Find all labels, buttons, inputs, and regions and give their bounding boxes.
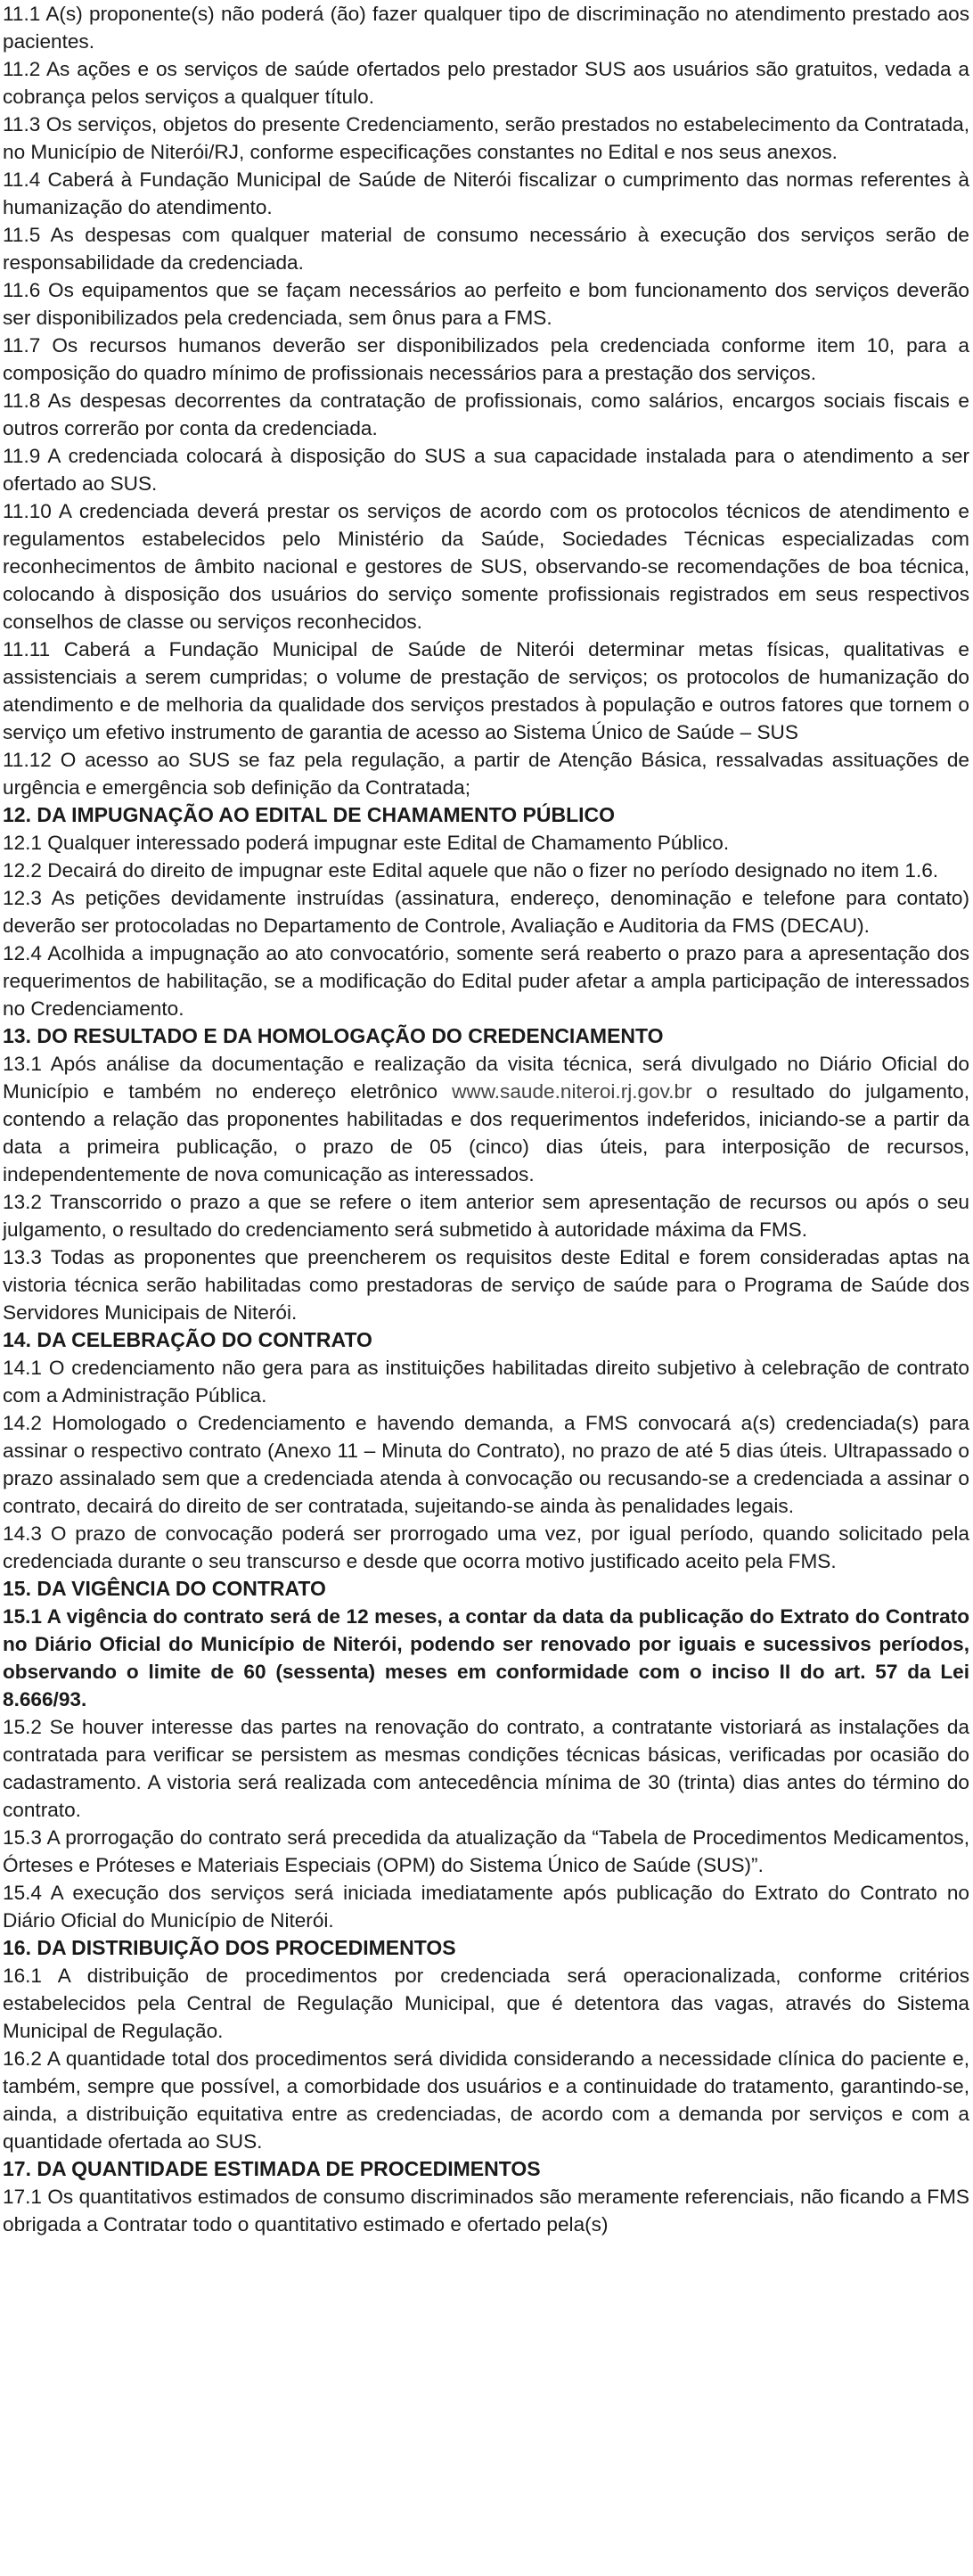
- paragraph: 11.12 O acesso ao SUS se faz pela regulação, a partir de Atenção Básica, ressalvadas assituações de urgência e emergência sob definição da Contratada;: [3, 749, 969, 799]
- paragraph: 16.1 A distribuição de procedimentos por credenciada será operacionalizada, conforme critérios estabelecidos pela Central de Regulação Municipal, que é detentora das vagas, através do Sistema Municipal de Regulação.: [3, 1965, 969, 2042]
- paragraph: 11.6 Os equipamentos que se façam necessários ao perfeito e bom funcionamento dos serviços deverão ser disponibilizados pela credenciada, sem ônus para a FMS.: [3, 279, 969, 329]
- section-heading: 12. DA IMPUGNAÇÃO AO EDITAL DE CHAMAMENTO PÚBLICO: [3, 803, 616, 826]
- paragraph: 14.3 O prazo de convocação poderá ser prorrogado uma vez, por igual período, quando solicitado pela credenciada durante o seu transcurso e desde que ocorra motivo justificado aceito pela FMS.: [3, 1522, 969, 1572]
- website-link[interactable]: www.saude.niteroi.rj.gov.br: [452, 1080, 692, 1103]
- paragraph: [3, 1050, 969, 1188]
- paragraph: 12.4 Acolhida a impugnação ao ato convocatório, somente será reaberto o prazo para a apresentação dos requerimentos de habilitação, se a modificação do Edital puder afetar a ampla participação de interessados no Credenciamento.: [3, 942, 969, 1020]
- section-heading: 14. DA CELEBRAÇÃO DO CONTRATO: [3, 1328, 372, 1351]
- paragraph: 14.2 Homologado o Credenciamento e havendo demanda, a FMS convocará a(s) credenciada(s) para assinar o respectivo contrato (Anexo 11 – Minuta do Contrato), no prazo de até 5 dias úteis. Ultrapassado o prazo assinalado sem que a credenciada atenda à convocação ou recusando-se a credenciada a assinar o contrato, decairá do direito de ser contratada, sujeitando-se ainda às penalidades legais.: [3, 1412, 969, 1517]
- paragraph: 13.3 Todas as proponentes que preencherem os requisitos deste Edital e forem consideradas aptas na vistoria técnica serão habilitadas como prestadoras de serviço de saúde para o Programa de Saúde dos Servidores Municipais de Niterói.: [3, 1246, 969, 1324]
- section-heading: 16. DA DISTRIBUIÇÃO DOS PROCEDIMENTOS: [3, 1936, 456, 1959]
- section-heading: 13. DO RESULTADO E DA HOMOLOGAÇÃO DO CREDENCIAMENTO: [3, 1024, 664, 1047]
- paragraph: 11.4 Caberá à Fundação Municipal de Saúde de Niterói fiscalizar o cumprimento das normas referentes à humanização do atendimento.: [3, 168, 969, 218]
- paragraph: 11.2 As ações e os serviços de saúde ofertados pelo prestador SUS aos usuários são gratuitos, vedada a cobrança pelos serviços a qualquer título.: [3, 58, 969, 108]
- paragraph: 15.3 A prorrogação do contrato será precedida da atualização da “Tabela de Procedimentos Medicamentos, Órteses e Próteses e Materiais Especiais (OPM) do Sistema Único de Saúde (SUS)”.: [3, 1826, 969, 1876]
- paragraph: 13.2 Transcorrido o prazo a que se refere o item anterior sem apresentação de recursos ou após o seu julgamento, o resultado do credenciamento será submetido à autoridade máxima da FMS.: [3, 1191, 969, 1241]
- paragraph: 11.10 A credenciada deverá prestar os serviços de acordo com os protocolos técnicos de atendimento e regulamentos estabelecidos pelo Ministério da Saúde, Sociedades Técnicas especializadas com reconhecimentos de âmbito nacional e gestores de SUS, observando-se recomendações de boa técnica, colocando à disposição dos usuários do serviço somente profissionais registrados em seus respectivos conselhos de classe ou serviços reconhecidos.: [3, 500, 969, 633]
- paragraph: 12.3 As petições devidamente instruídas (assinatura, endereço, denominação e telefone para contato) deverão ser protocoladas no Departamento de Controle, Avaliação e Auditoria da FMS (DECAU).: [3, 887, 969, 937]
- paragraph: 14.1 O credenciamento não gera para as instituições habilitadas direito subjetivo à celebração de contrato com a Administração Pública.: [3, 1357, 969, 1407]
- section-heading: 17. DA QUANTIDADE ESTIMADA DE PROCEDIMENTOS: [3, 2157, 541, 2180]
- paragraph: 12.2 Decairá do direito de impugnar este Edital aquele que não o fizer no período designado no item 1.6.: [3, 859, 939, 882]
- bold-paragraph: 15.1 A vigência do contrato será de 12 meses, a contar da data da publicação do Extrato do Contrato no Diário Oficial do Município de Niterói, podendo ser renovado por iguais e sucessivos períodos, observando o limite de 60 (sessenta) meses em conformidade com o inciso II do art. 57 da Lei 8.666/93.: [3, 1605, 969, 1710]
- paragraph: 11.3 Os serviços, objetos do presente Credenciamento, serão prestados no estabelecimento da Contratada, no Município de Niterói/RJ, conforme especificações constantes no Edital e nos seus anexos.: [3, 113, 969, 163]
- paragraph: 11.11 Caberá a Fundação Municipal de Saúde de Niterói determinar metas físicas, qualitativas e assistenciais a serem cumpridas; o volume de prestação de serviços; os protocolos de humanização do atendimento e de melhoria da qualidade dos serviços prestados à população e outros fatores que tornem o serviço um efetivo instrumento de garantia de acesso ao Sistema Único de Saúde – SUS: [3, 638, 969, 743]
- paragraph: 15.2 Se houver interesse das partes na renovação do contrato, a contratante vistoriará as instalações da contratada para verificar se persistem as mesmas condições técnicas básicas, verificadas por ocasião do cadastramento. A vistoria será realizada com antecedência mínima de 30 (trinta) dias antes do término do contrato.: [3, 1716, 969, 1821]
- paragraph-text: o resultado do julgamento, contendo a relação das proponentes habilitadas e dos requerimentos indeferidos, iniciando-se a partir da data a primeira publicação, o prazo de 05 (cinco) dias úteis, para interposição de recursos, independentemente de nova comunicação as interessados.: [3, 1080, 969, 1185]
- paragraph: 11.8 As despesas decorrentes da contratação de profissionais, como salários, encargos sociais fiscais e outros correrão por conta da credenciada.: [3, 390, 969, 439]
- paragraph: 12.1 Qualquer interessado poderá impugnar este Edital de Chamamento Público.: [3, 832, 730, 854]
- paragraph: 15.4 A execução dos serviços será iniciada imediatamente após publicação do Extrato do Contrato no Diário Oficial do Município de Niterói.: [3, 1882, 969, 1932]
- paragraph: 11.1 A(s) proponente(s) não poderá (ão) fazer qualquer tipo de discriminação no atendimento prestado aos pacientes.: [3, 3, 969, 53]
- paragraph: 11.7 Os recursos humanos deverão ser disponibilizados pela credenciada conforme item 10, para a composição do quadro mínimo de profissionais necessários para a prestação dos serviços.: [3, 334, 969, 384]
- paragraph: 11.5 As despesas com qualquer material de consumo necessário à execução dos serviços serão de responsabilidade da credenciada.: [3, 224, 969, 274]
- paragraph: 17.1 Os quantitativos estimados de consumo discriminados são meramente referenciais, não ficando a FMS obrigada a Contratar todo o quantitativo estimado e ofertado pela(s): [3, 2186, 969, 2236]
- paragraph-text: 13.1 Após análise da documentação e realização da visita técnica, será divulgado no Diário Oficial do Município e também no endereço eletrônico: [3, 1053, 969, 1103]
- paragraph: 16.2 A quantidade total dos procedimentos será dividida considerando a necessidade clínica do paciente e, também, sempre que possível, a comorbidade dos usuários e a continuidade do tratamento, garantindo-se, ainda, a distribuição equitativa entre as credenciadas, de acordo com a demanda por serviços e com a quantidade ofertada ao SUS.: [3, 2047, 969, 2153]
- paragraph: 11.9 A credenciada colocará à disposição do SUS a sua capacidade instalada para o atendimento a ser ofertado ao SUS.: [3, 445, 969, 495]
- section-heading: 15. DA VIGÊNCIA DO CONTRATO: [3, 1577, 326, 1600]
